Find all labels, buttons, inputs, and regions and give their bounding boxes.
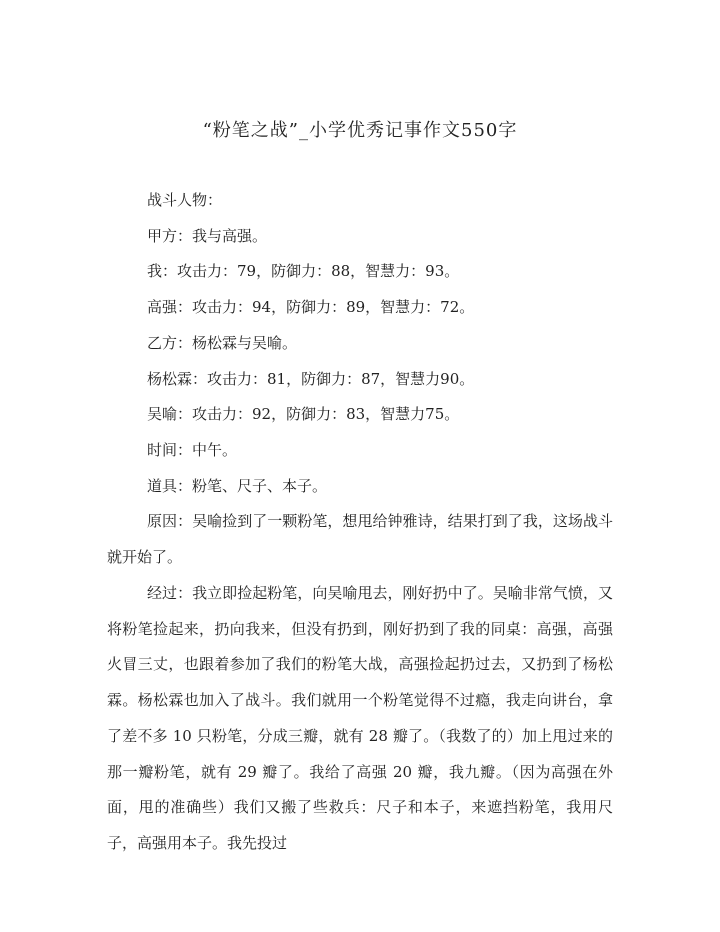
paragraph-side-b: 乙方：杨松霖与吴喻。 [147, 334, 298, 352]
document-title: “粉笔之战”_小学优秀记事作文550字 [202, 120, 518, 141]
paragraph-cause: 原因：吴喻捡到了一颗粉笔，想甩给钟雅诗，结果打到了我，这场战斗就开始了。 [107, 512, 613, 566]
paragraph-me-stats: 我：攻击力：79，防御力：88，智慧力：93。 [147, 262, 460, 280]
paragraph-combatants-heading: 战斗人物： [147, 191, 223, 209]
paragraph-process: 经过：我立即捡起粉笔，向吴喻甩去，刚好扔中了。吴喻非常气愤，又将粉笔捡起来，扔向我来，但没有扔到，刚好扔到了我的同桌：高强，高强火冒三丈，也跟着参加了我们的粉笔大战，高强捡起扔过去，又扔到了杨松霖。杨松霖也加入了战斗。我们就用一个粉笔觉得不过瘾，我走向讲台，拿了差不多 10 只粉笔，分成三瓣，就有 28 瓣了。（我数了的）加上甩过来的那一瓣粉笔，就有 29 瓣了。我给了高强 20 瓣，我九瓣。（因为高强在外面，甩的准确些）我们又搬了些救兵：尺子和本子，来遮挡粉笔，我用尺子，高强用本子。我先投过 [107, 584, 613, 852]
paragraph-time: 时间：中午。 [147, 441, 238, 459]
paragraph-side-a: 甲方：我与高强。 [147, 227, 268, 245]
paragraph-yangsonglin-stats: 杨松霖：攻击力：81，防御力：87，智慧力90。 [147, 370, 475, 388]
paragraph-props: 道具：粉笔、尺子、本子。 [147, 477, 328, 495]
paragraph-gaoqiang-stats: 高强：攻击力：94，防御力：89，智慧力：72。 [147, 298, 475, 316]
paragraph-wuyu-stats: 吴喻：攻击力：92，防御力：83，智慧力75。 [147, 405, 460, 423]
